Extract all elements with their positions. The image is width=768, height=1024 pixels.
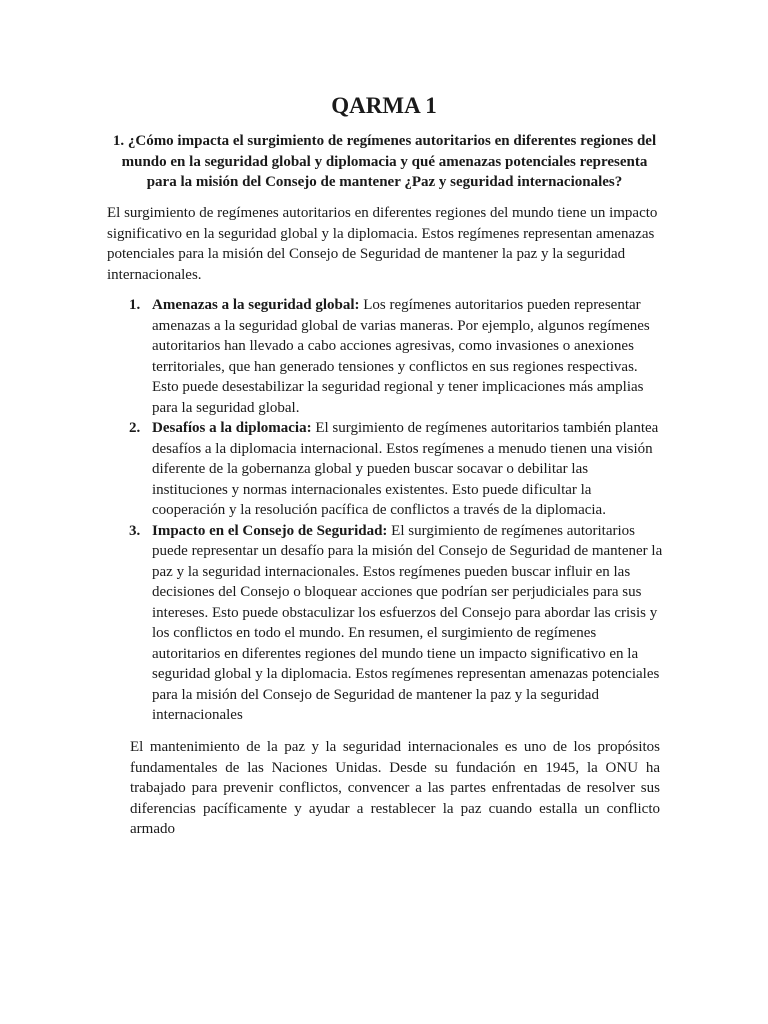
- list-item-number: 2.: [129, 420, 141, 436]
- list-item-number: 3.: [129, 522, 141, 539]
- list-item-heading: Amenazas a la seguridad global:: [152, 297, 360, 313]
- list-item-text: El surgimiento de regímenes autoritarios también plantea desafíos a la diplomacia internacional. Estos regímenes a menudo tienen una visión diferente de la gobernanza global y pueden buscar socavar o debilitar las instituciones y normas internacionales existentes. Esto puede dificultar la cooperación y la resolución pacífica de conflictos a través de la diplomacia.: [152, 420, 659, 518]
- closing-paragraph: El mantenimiento de la paz y la seguridad internacionales es uno de los propósitos fundamentales de las Naciones Unidas. Desde su fundación en 1945, la ONU ha trabajado para prevenir conflictos, convencer a las partes enfrentadas de resolver sus diferencias pacíficamente y ayudar a restablecer la paz cuando estalla un conflicto armado: [130, 739, 660, 837]
- list-item: [107, 521, 663, 726]
- points-list: [107, 295, 663, 726]
- list-item: [107, 295, 663, 418]
- list-item-heading: Desafíos a la diplomacia:: [152, 420, 312, 436]
- intro-paragraph: El surgimiento de regímenes autoritarios en diferentes regiones del mundo tiene un impacto significativo en la seguridad global y la diplomacia. Estos regímenes representan amenazas potenciales para la misión del Consejo de Seguridad de mantener la paz y la seguridad internacionales.: [107, 205, 658, 283]
- list-item-number: 1.: [129, 297, 141, 313]
- list-item-text: El surgimiento de regímenes autoritarios puede representar un desafío para la misión del Consejo de Seguridad de mantener la paz y la seguridad internacionales. Estos regímenes pueden buscar influir en las decisiones del Consejo o bloquear acciones que podrían ser perjudiciales para sus intereses. Esto puede obstaculizar los esfuerzos del Consejo para abordar las crisis y los conflictos en todo el mundo. En resumen, el surgimiento de regímenes autoritarios en diferentes regiones del mundo tiene un impacto significativo en la seguridad global y la diplomacia. Estos regímenes representan amenazas potenciales para la misión del Consejo de Seguridad de mantener la paz y la seguridad internacionales: [152, 522, 663, 723]
- list-item: [107, 418, 663, 521]
- document-title: QARMA 1: [331, 93, 437, 118]
- question-heading: 1. ¿Cómo impacta el surgimiento de regímenes autoritarios en diferentes regiones del mundo en la seguridad global y diplomacia y qué amenazas potenciales representa para la misión del Consejo de mantener ¿Paz y seguridad internacionales?: [112, 133, 657, 190]
- list-item-text: Los regímenes autoritarios pueden representar amenazas a la seguridad global de varias maneras. Por ejemplo, algunos regímenes autoritarios han llevado a cabo acciones agresivas, como invasiones o anexiones territoriales, que han generado tensiones y conflictos en sus regiones respectivas. Esto puede desestabilizar la seguridad regional y tener implicaciones más amplias para la seguridad global.: [152, 297, 650, 416]
- list-item-heading: Impacto en el Consejo de Seguridad:: [152, 522, 388, 539]
